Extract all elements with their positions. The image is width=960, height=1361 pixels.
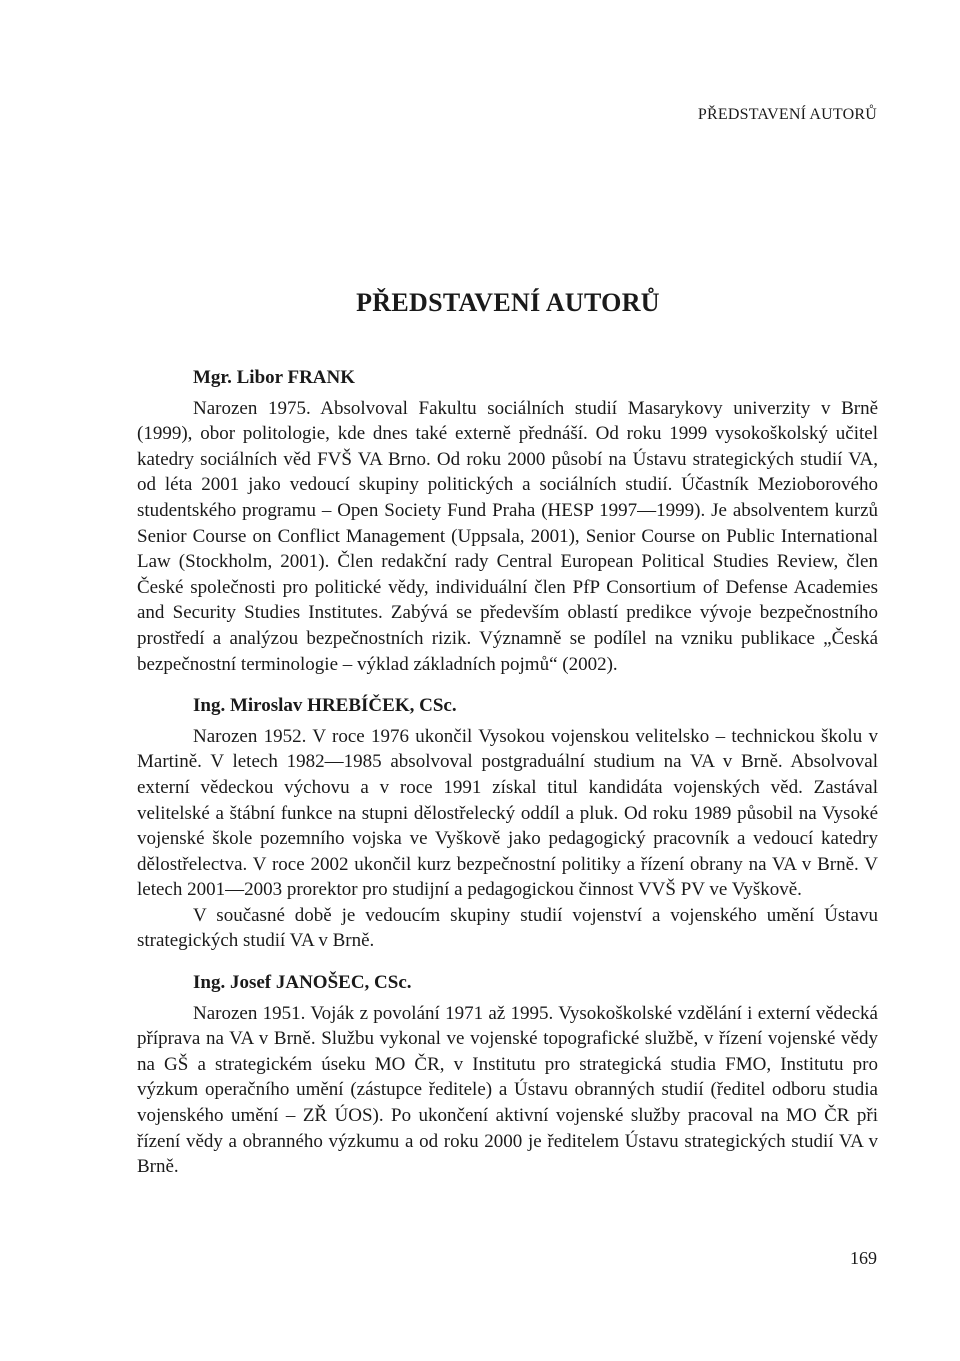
author-bio-paragraph: Narozen 1975. Absolvoval Fakultu sociálních studií Masarykovy univerzity v Brně (1999), obor politologie, kde dnes také externě přednáší. Od roku 1999 vysokoškolský učitel katedry sociálních věd FVŠ VA Brno. Od roku 2000 působí na Ústavu strategických studií VA, od léta 2001 jako vedoucí skupiny politických a sociálních studií. Účastník Mezioborového studentského programu – Open Society Fund Praha (HESP 1997—1999). Je absolventem kurzů Senior Course on Conflict Management (Uppsala, 2001), Senior Course on Public International Law (Stockholm, 2001). Člen redakční rady Central European Political Studies Review, člen České společnosti pro politické vědy, individuální člen PfP Consortium of Defense Academies and Security Studies Institutes. Zabývá se především oblastí predikce vývoje bezpečnostního prostředí a analýzou bezpečnostních rizik. Významně se podílel na vzniku publikace „Česká bezpečnostní terminologie – výklad základních pojmů“ (2002). bbox=[137, 397, 878, 675]
author-bio-paragraph: Narozen 1952. V roce 1976 ukončil Vysokou vojenskou velitelsko – technickou školu v Martině. V letech 1982—1985 absolvoval postgraduální studium na VA v Brně. Absolvoval externí vědeckou výchovu a v roce 1991 získal titul kandidáta vojenských věd. Zastával velitelské a štábní funkce na stupni dělostřelecký oddíl a pluk. Od roku 1989 působil na Vysoké vojenské škole pozemního vojska ve Vyškově jako pedagogický pracovník a vedoucí katedry dělostřelectva. V roce 2002 ukončil kurz bezpečnostní politiky a řízení obrany na VA v Brně. V letech 2001—2003 prorektor pro studijní a pedagogickou činnost VVŠ PV ve Vyškově. bbox=[137, 725, 878, 901]
author-name: Ing. Miroslav HREBÍČEK, CSc. bbox=[193, 695, 457, 717]
page-title: PŘEDSTAVENÍ AUTORŮ bbox=[356, 288, 660, 317]
authors-section bbox=[137, 365, 878, 1180]
author-name: Ing. Josef JANOŠEC, CSc. bbox=[193, 972, 412, 994]
running-header: PŘEDSTAVENÍ AUTORŮ bbox=[697, 106, 877, 123]
author-bio-paragraph: V současné době je vedoucím skupiny studií vojenství a vojenského umění Ústavu strategických studií VA v Brně. bbox=[137, 904, 878, 952]
author-bio-paragraph: Narozen 1951. Voják z povolání 1971 až 1995. Vysokoškolské vzdělání i externí vědecká příprava na VA v Brně. Službu vykonal ve vojenské topografické službě, v řízení vojenské vědy na GŠ a strategickém úseku MO ČR, v Institutu pro strategická studia FMO, Institutu pro výzkum operačního umění (zástupce ředitele) a Ústavu obranných studií (ředitel odboru studia vojenského umění – ZŘ ÚOS). Po ukončení aktivní vojenské služby pracoval na MO ČR při řízení vědy a obranného výzkumu a od roku 2000 je ředitelem Ústavu strategických studií VA v Brně. bbox=[137, 1002, 878, 1178]
author-entry bbox=[137, 693, 878, 954]
page-number: 169 bbox=[850, 1248, 877, 1268]
author-entry bbox=[137, 970, 878, 1180]
author-name: Mgr. Libor FRANK bbox=[193, 367, 356, 388]
author-entry bbox=[137, 365, 878, 677]
